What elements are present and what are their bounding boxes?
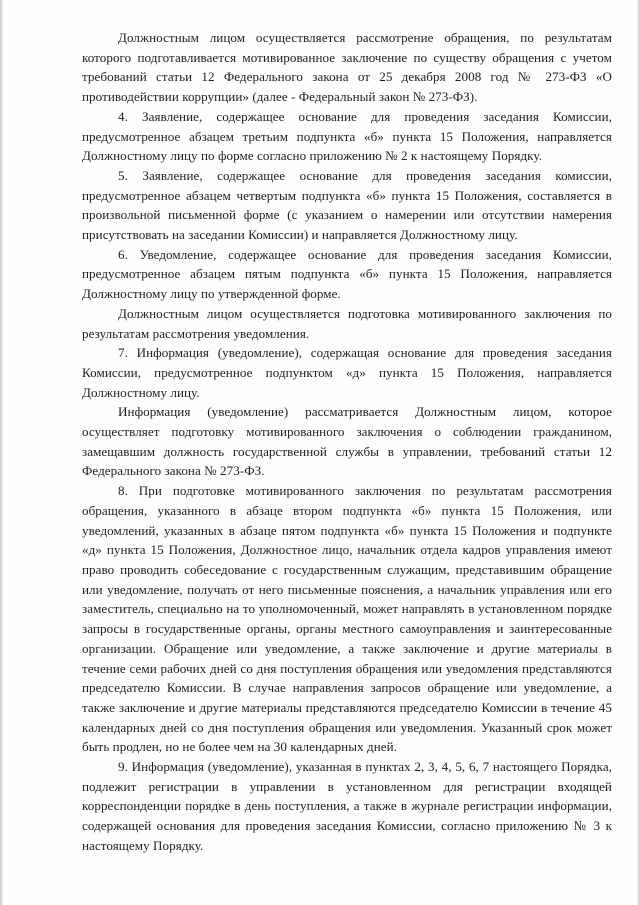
paragraph-item-9: 9. Информация (уведомление), указанная в пунктах 2, 3, 4, 5, 6, 7 настоящего Порядка, подлежит регистрации в управлении в установленном для регистрации входящей корреспонденции порядке в день поступления, а также в журнале регистрации информации, содержащей основания для проведения заседания Комиссии, согласно приложению № 3 к настоящему Порядку. — [82, 759, 612, 853]
paragraph-item-8: 8. При подготовке мотивированного заключения по результатам рассмотрения обращения, указанного в абзаце втором подпункта «б» пункта 15 Положения, или уведомлений, указанных в абзаце пятом подпункта «б» пункта 15 Положения и подпункте «д» пункта 15 Положения, Должностное лицо, начальник отдела кадров управления имеют право проводить собеседование с государственным служащим, представившим обращение или уведомление, получать от него письменные пояснения, а начальник управления или его заместитель, специально на то уполномоченный, может направлять в установленном порядке запросы в государственные органы, органы местного самоуправления и заинтересованные организации. Обращение или уведомление, а также заключение и другие материалы в течение семи рабочих дней со дня поступления обращения или уведомления представляются председателю Комиссии. В случае направления запросов обращение или уведомление, а также заключение и другие материалы представляются председателю Комиссии в течение 45 календарных дней со дня поступления обращения или уведомления. Указанный срок может быть продлен, но не более чем на 30 календарных дней. — [82, 483, 612, 755]
paragraph-item-7: 7. Информация (уведомление), содержащая основание для проведения заседания Комиссии, предусмотренное подпунктом «д» пункта 15 Положения, направляется Должностному лицу. — [82, 345, 612, 400]
paragraph-officer-conclusion: Должностным лицом осуществляется подготовка мотивированного заключения по результатам рассмотрения уведомления. — [82, 305, 612, 341]
paragraph-information-review: Информация (уведомление) рассматривается Должностным лицом, которое осуществляет подготовку мотивированного заключения о соблюдении гражданином, замещавшим должность государственной службы в управлении, требований статьи 12 Федерального закона № 273-ФЗ. — [82, 404, 612, 479]
paragraph-item-4: 4. Заявление, содержащее основание для проведения заседания Комиссии, предусмотренное абзацем третьим подпункта «б» пункта 15 Положения, направляется Должностному лицу по форме согласно приложению № 2 к настоящему Порядку. — [82, 108, 612, 164]
paragraph-officer-review: Должностным лицом осуществляется рассмотрение обращения, по результатам которого подготавливается мотивированное заключение по существу обращения с учетом требований статьи 12 Федерального закона от 25 декабря 2008 год № 273-ФЗ «О противодействии коррупции» (далее - Федеральный закон № 273-ФЗ). — [82, 30, 612, 105]
scan-left-edge — [0, 0, 3, 905]
document-body — [82, 28, 612, 856]
paragraph-item-6: 6. Уведомление, содержащее основание для проведения заседания Комиссии, предусмотренное абзацем пятым подпункта «б» пункта 15 Положения, направляется Должностному лицу по утвержденной форме. — [82, 246, 612, 302]
paragraph-item-5: 5. Заявление, содержащее основание для проведения заседания комиссии, предусмотренное абзацем четвертым подпункта «б» пункта 15 Положения, составляется в произвольной письменной форме (с указанием о намерении или отсутствии намерения присутствовать на заседании Комиссии) и направляется Должностному лицу. — [82, 167, 612, 243]
